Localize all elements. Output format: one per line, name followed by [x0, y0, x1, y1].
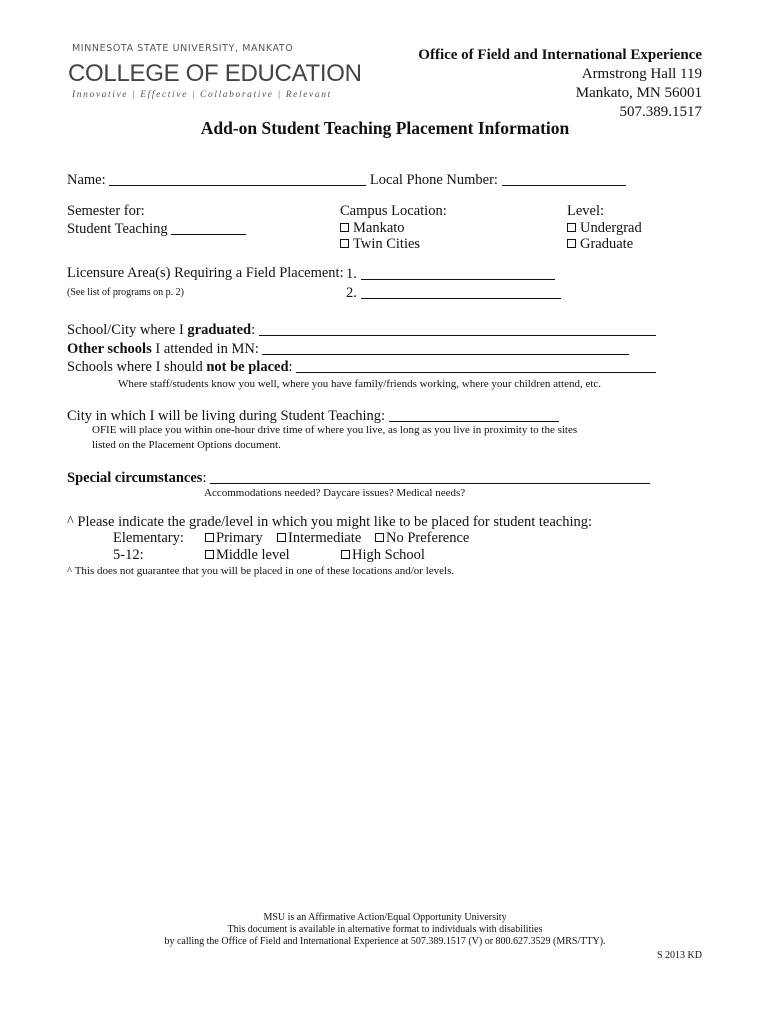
special-note: Accommodations needed? Daycare issues? Medical needs? [204, 487, 466, 499]
graduated-row: School/City where I graduated: [67, 321, 656, 339]
licensure-row-1: 1. [346, 265, 555, 283]
special-row: Special circumstances: [67, 469, 650, 487]
college-logo-text: COLLEGE OF EDUCATION [68, 60, 362, 87]
college-tagline: Innovative | Effective | Collaborative | Relevant [72, 90, 332, 100]
grade-option-primary[interactable]: Primary [205, 530, 263, 547]
form-code: S 2013 KD [656, 950, 702, 961]
checkbox-icon[interactable] [277, 533, 286, 542]
city-row: City in which I will be living during Student Teaching: [67, 407, 559, 425]
other-schools-field[interactable] [262, 340, 629, 355]
form-title: Add-on Student Teaching Placement Information [200, 118, 570, 138]
special-field[interactable] [210, 469, 650, 484]
semester-label-1: Semester for: [67, 203, 145, 219]
licensure-field-2[interactable] [361, 284, 561, 299]
checkbox-icon[interactable] [205, 550, 214, 559]
licensure-label: Licensure Area(s) Requiring a Field Placement: [67, 265, 344, 281]
grade-prompt: ^ Please indicate the grade/level in which you might like to be placed for student teaching: [67, 514, 593, 530]
licensure-field-1[interactable] [361, 265, 555, 280]
city-note-2: listed on the Placement Options document. [92, 439, 281, 451]
phone-field[interactable] [502, 171, 626, 186]
campus-option-mankato[interactable]: Mankato [340, 220, 405, 237]
city-field[interactable] [389, 407, 559, 422]
licensure-note: (See list of programs on p. 2) [67, 287, 184, 298]
office-name: Office of Field and International Experience [418, 47, 702, 63]
checkbox-icon[interactable] [567, 223, 576, 232]
name-label: Name: [67, 172, 106, 188]
phone-label: Local Phone Number: [369, 172, 498, 188]
city-note-1: OFIE will place you within one-hour drive time of where you live, as long as you live in proximity to the sites [92, 424, 578, 436]
footer-line-2: This document is available in alternative format to individuals with disabilities [227, 924, 543, 935]
grade-disclaimer: ^ This does not guarantee that you will be placed in one of these locations and/or levels. [67, 565, 455, 577]
checkbox-icon[interactable] [341, 550, 350, 559]
graduated-field[interactable] [259, 321, 656, 336]
name-field[interactable] [109, 171, 366, 186]
checkbox-icon[interactable] [567, 239, 576, 248]
semester-field[interactable] [171, 220, 246, 235]
grade-option-intermediate[interactable]: Intermediate [277, 530, 361, 547]
not-placed-field[interactable] [296, 358, 656, 373]
office-address-block [418, 46, 702, 122]
not-placed-row: Schools where I should not be placed: [67, 358, 656, 376]
footer-line-3: by calling the Office of Field and International Experience at 507.389.1517 (V) or 800.627.3529 (MRS/TTY). [164, 936, 606, 947]
checkbox-icon[interactable] [375, 533, 384, 542]
office-building: Armstrong Hall 119 [581, 66, 702, 82]
footer-line-1: MSU is an Affirmative Action/Equal Opportunity University [263, 912, 507, 923]
grade-option-high-school[interactable]: High School [341, 547, 425, 564]
campus-label: Campus Location: [340, 203, 447, 219]
checkbox-icon[interactable] [340, 223, 349, 232]
campus-option-twin-cities[interactable]: Twin Cities [340, 236, 420, 253]
elementary-label: Elementary: [113, 530, 184, 546]
office-phone: 507.389.1517 [619, 104, 702, 120]
semester-row [67, 220, 246, 238]
level-option-graduate[interactable]: Graduate [567, 236, 633, 253]
checkbox-icon[interactable] [205, 533, 214, 542]
not-placed-note: Where staff/students know you well, where you have family/friends working, where your children attend, etc. [118, 378, 602, 390]
semester-label-2: Student Teaching [67, 221, 168, 237]
other-schools-row: Other schools I attended in MN: [67, 340, 629, 358]
level-label: Level: [567, 203, 605, 219]
office-city: Mankato, MN 56001 [575, 85, 702, 101]
grade-option-middle-level[interactable]: Middle level [205, 547, 290, 564]
university-name: MINNESOTA STATE UNIVERSITY, MANKATO [72, 43, 294, 54]
name-row [67, 171, 626, 189]
checkbox-icon[interactable] [340, 239, 349, 248]
secondary-label: 5-12: [113, 547, 144, 563]
licensure-row-2: 2. [346, 284, 561, 302]
level-option-undergrad[interactable]: Undergrad [567, 220, 642, 237]
grade-option-no-preference[interactable]: No Preference [375, 530, 469, 547]
